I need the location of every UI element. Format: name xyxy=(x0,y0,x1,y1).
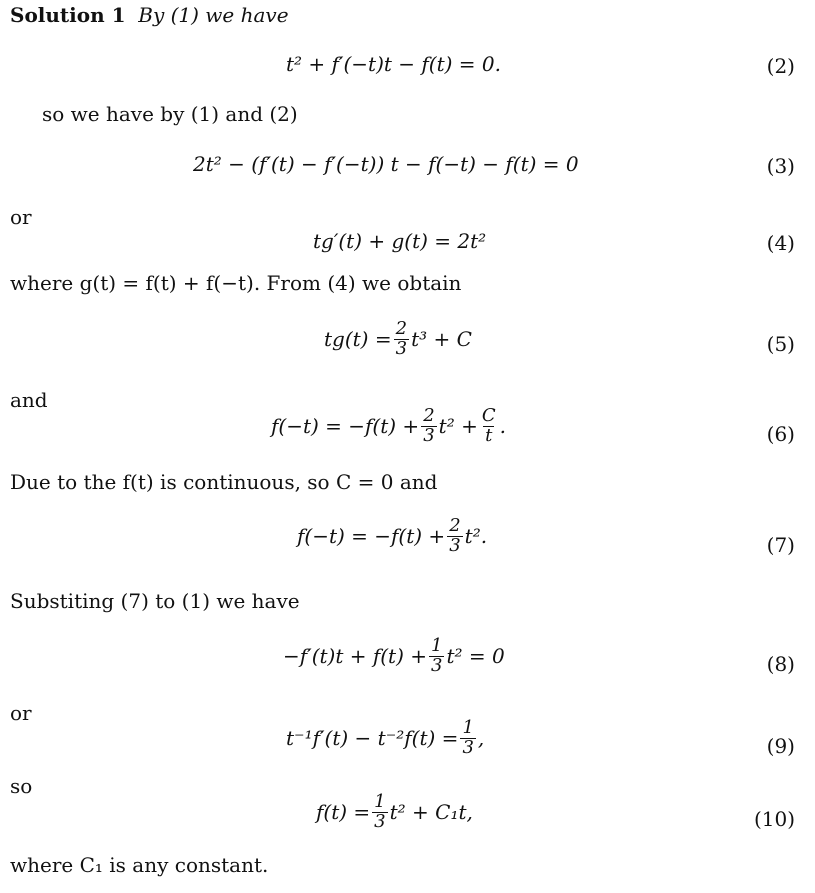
equation-9-comma: , xyxy=(477,726,485,751)
fraction-1-3 xyxy=(429,637,444,676)
fraction-denominator: 3 xyxy=(374,810,386,832)
equation-number-3: (3) xyxy=(766,154,795,178)
equation-8 xyxy=(283,637,505,676)
fraction-denominator: 3 xyxy=(423,424,435,446)
fraction-1-3 xyxy=(460,719,475,758)
solution-heading: Solution 1 xyxy=(10,3,126,27)
fraction-numerator: 1 xyxy=(431,635,443,656)
fraction-1-3 xyxy=(372,793,387,832)
equation-5 xyxy=(324,320,472,359)
solution-heading-line xyxy=(10,3,289,27)
equation-4-body: tg′(t) + g(t) = 2t² xyxy=(313,229,487,253)
equation-2 xyxy=(286,52,501,76)
equation-6-lhs: f(−t) = −f(t) + xyxy=(271,414,420,439)
equation-9-lhs: t⁻¹f′(t) − t⁻²f(t) = xyxy=(286,726,459,751)
equation-8-lhs: −f′(t)t + f(t) + xyxy=(283,644,428,669)
equation-6 xyxy=(271,407,506,446)
equation-3 xyxy=(193,152,579,176)
equation-number-4: (4) xyxy=(766,231,795,255)
fraction-denominator: 3 xyxy=(431,654,443,676)
equation-6-period: . xyxy=(499,414,506,439)
equation-10 xyxy=(316,793,473,832)
equation-10-rhs: t² + C₁t, xyxy=(389,800,473,825)
equation-10-lhs: f(t) = xyxy=(316,800,371,825)
equation-number-9: (9) xyxy=(766,734,795,758)
fraction-2-3 xyxy=(421,407,436,446)
text-so-by-1-2: so we have by (1) and (2) xyxy=(42,102,298,126)
fraction-denominator: 3 xyxy=(462,736,474,758)
text-due-to: Due to the f(t) is continuous, so C = 0 and xyxy=(10,470,438,494)
text-where-c1: where C₁ is any constant. xyxy=(10,853,269,877)
fraction-numerator: 2 xyxy=(395,318,408,339)
equation-number-6: (6) xyxy=(766,422,795,446)
fraction-denominator: 3 xyxy=(395,337,408,359)
fraction-numerator: 1 xyxy=(462,717,474,738)
text-substituting: Substiting (7) to (1) we have xyxy=(10,589,300,613)
text-or-2: or xyxy=(10,701,32,725)
equation-number-2: (2) xyxy=(766,54,795,78)
fraction-c-t xyxy=(480,407,498,446)
equation-5-rhs: t³ + C xyxy=(411,327,472,352)
equation-6-mid: t² + xyxy=(438,414,478,439)
equation-7-lhs: f(−t) = −f(t) + xyxy=(297,524,446,549)
equation-9 xyxy=(286,719,484,758)
equation-8-rhs: t² = 0 xyxy=(446,644,505,669)
equation-7-rhs: t². xyxy=(464,524,488,549)
fraction-denominator: 3 xyxy=(449,534,461,556)
equation-2-body: t² + f′(−t)t − f(t) = 0. xyxy=(286,52,501,76)
equation-number-8: (8) xyxy=(766,652,795,676)
fraction-numerator: 1 xyxy=(374,791,386,812)
equation-7 xyxy=(297,517,487,556)
fraction-denominator: t xyxy=(485,424,493,446)
fraction-numerator: C xyxy=(481,405,496,426)
fraction-2-3 xyxy=(394,320,409,359)
equation-number-7: (7) xyxy=(766,533,795,557)
equation-number-10: (10) xyxy=(753,807,795,831)
text-where-g: where g(t) = f(t) + f(−t). From (4) we obtain xyxy=(10,271,462,295)
solution-intro: By (1) we have xyxy=(138,3,289,27)
fraction-numerator: 2 xyxy=(423,405,435,426)
text-or-1: or xyxy=(10,205,32,229)
text-and: and xyxy=(10,388,48,412)
equation-3-body: 2t² − (f′(t) − f′(−t)) t − f(−t) − f(t) = 0 xyxy=(193,152,579,176)
equation-number-5: (5) xyxy=(766,332,795,356)
equation-5-lhs: tg(t) = xyxy=(324,327,392,352)
equation-4 xyxy=(313,229,486,253)
text-so: so xyxy=(10,774,33,798)
fraction-2-3 xyxy=(447,517,462,556)
fraction-numerator: 2 xyxy=(449,515,461,536)
